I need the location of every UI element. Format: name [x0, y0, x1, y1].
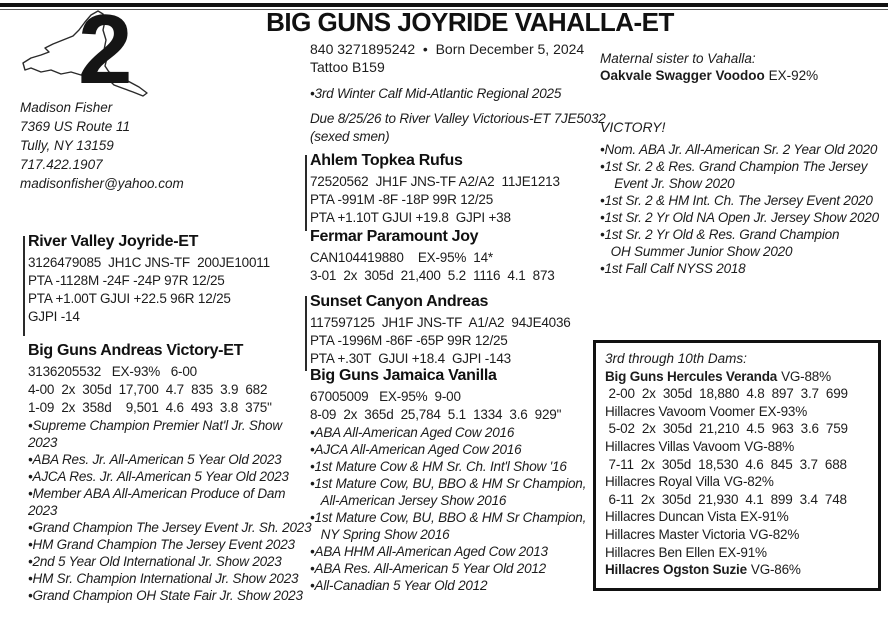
show-win-line: •3rd Winter Calf Mid-Atlantic Regional 2025 — [310, 86, 562, 101]
maternal-granddam-achievement-line: •ABA All-American Aged Cow 2016 — [310, 425, 515, 440]
dams-entry-score: EX-91% — [718, 544, 767, 560]
maternal-grandsire-entry — [310, 293, 610, 368]
victory-section — [600, 118, 885, 277]
dams-name-line — [605, 544, 869, 562]
dams-name-line — [605, 508, 869, 526]
dam-achievement-line: •Grand Champion The Jersey Event Jr. Sh. 2023 — [28, 520, 312, 535]
consignor-address2: Tully, NY 13159 — [20, 138, 114, 153]
dams-entry-score: EX-91% — [740, 509, 789, 525]
dam-achievement-line: •ABA Res. Jr. All-American 5 Year Old 2023 — [28, 452, 282, 467]
paternal-granddam-name: Fermar Paramount Joy — [310, 228, 479, 245]
paternal-grandsire-data-line: PTA -991M -8F -18P 99R 12/25 — [310, 192, 493, 207]
maternal-granddam-data-line: 67005009 EX-95% 9-00 — [310, 389, 461, 404]
maternal-granddam-achievement-line: •ABA Res. All-American 5 Year Old 2012 — [310, 561, 546, 576]
paternal-grandsire-name: Ahlem Topkea Rufus — [310, 152, 463, 169]
dams-entry-score: VG-82% — [749, 526, 800, 542]
victory-achievement-line: •1st Fall Calf NYSS 2018 — [600, 261, 746, 276]
maternal-granddam-achievement-line: •1st Mature Cow & HM Sr. Ch. Int'l Show '16 — [310, 459, 567, 474]
dam-data-line: 4-00 2x 305d 17,700 4.7 835 3.9 682 — [28, 382, 268, 397]
sire-entry — [28, 233, 313, 326]
dam-achievement-line: •AJCA Res. Jr. All-American 5 Year Old 2023 — [28, 469, 289, 484]
dams-entry-score: VG-82% — [723, 474, 774, 490]
victory-achievement-line: Event Jr. Show 2020 — [600, 176, 735, 191]
dam-achievement-line: •Supreme Champion Premier Nat'l Jr. Show 2023 — [28, 418, 286, 450]
victory-achievement-line: •1st Sr. 2 Yr Old & Res. Grand Champion — [600, 227, 840, 242]
dams-box-heading: 3rd through 10th Dams: — [605, 351, 747, 366]
dams-box-entry — [605, 526, 869, 544]
dams-entry-name: Hillacres Ogston Suzie — [605, 562, 747, 578]
dams-name-line — [605, 368, 869, 386]
dams-entry-name: Hillacres Royal Villa — [605, 474, 720, 490]
dams-entry-name: Hillacres Ben Ellen — [605, 544, 715, 560]
dams-name-line — [605, 526, 869, 544]
dams-name-line — [605, 403, 869, 421]
victory-achievement-line: •1st Sr. 2 Yr Old NA Open Jr. Jersey Show 2020 — [600, 210, 879, 225]
maternal-granddam-data-line: 8-09 2x 365d 25,784 5.1 1334 3.6 929" — [310, 407, 562, 422]
victory-achievement-line: •Nom. ABA Jr. All-American Sr. 2 Year Old 2020 — [600, 142, 878, 157]
dams-entry-score: VG-88% — [744, 438, 795, 454]
maternal-grandsire-data-line: 117597125 JH1F JNS-TF A1/A2 94JE4036 — [310, 315, 571, 330]
consignor-address1: 7369 US Route 11 — [20, 119, 131, 134]
dam-name: Big Guns Andreas Victory-ET — [28, 342, 244, 359]
dam-achievement-line: •Member ABA All-American Produce of Dam 2023 — [28, 486, 289, 518]
sire-data-line: PTA +1.00T GJUI +22.5 96R 12/25 — [28, 291, 231, 306]
maternal-sister-score: EX-92% — [768, 68, 819, 83]
sire-name: River Valley Joyride-ET — [28, 233, 199, 250]
dams-entry-record: 7-11 2x 305d 18,530 4.6 845 3.7 688 — [605, 456, 847, 472]
dams-entry-name: Big Guns Hercules Veranda — [605, 368, 778, 384]
maternal-granddam-achievement-line: •1st Mature Cow, BU, BBO & HM Sr Champion, — [310, 476, 587, 491]
lot-number: 2 — [78, 0, 131, 104]
maternal-sister-label: Maternal sister to Vahalla: — [600, 51, 756, 66]
dam-achievement-line: •HM Grand Champion The Jersey Event 2023 — [28, 537, 295, 552]
dams-entry-record: 2-00 2x 305d 18,880 4.8 897 3.7 699 — [605, 386, 848, 402]
maternal-granddam-achievement-line: NY Spring Show 2016 — [310, 527, 450, 542]
consignor-name: Madison Fisher — [20, 100, 113, 115]
dams-entry-record: 6-11 2x 305d 21,930 4.1 899 3.4 748 — [605, 491, 847, 507]
maternal-granddam-name: Big Guns Jamaica Vanilla — [310, 367, 497, 384]
dams-entry-name: Hillacres Villas Vavoom — [605, 438, 741, 454]
dams-entry-score: EX-93% — [758, 403, 808, 419]
sire-data-line: PTA -1128M -24F -24P 97R 12/25 — [28, 273, 225, 288]
paternal-grandsire-entry — [310, 152, 610, 227]
victory-achievement-line: OH Summer Junior Show 2020 — [600, 244, 793, 259]
paternal-granddam-data-line: CAN104419880 EX-95% 14* — [310, 250, 493, 265]
dams-name-line — [605, 561, 869, 579]
maternal-granddam-achievement-line: •1st Mature Cow, BU, BBO & HM Sr Champion, — [310, 510, 587, 525]
dams-box-entry — [605, 473, 869, 508]
dams-box-entry — [605, 438, 869, 473]
dams-entry-score: VG-88% — [781, 368, 831, 384]
animal-info — [310, 40, 610, 146]
dams-entry-name: Hillacres Master Victoria — [605, 526, 746, 542]
dams-name-line — [605, 473, 869, 491]
dam-data-line: 3136205532 EX-93% 6-00 — [28, 364, 197, 379]
dams-entry-score: VG-86% — [750, 562, 801, 578]
maternal-sister-line — [600, 67, 880, 84]
dams-entry-name: Hillacres Duncan Vista — [605, 509, 737, 525]
victory-achievement-line: •1st Sr. 2 & Res. Grand Champion The Jersey — [600, 159, 868, 174]
maternal-sister-name: Oakvale Swagger Voodoo — [600, 68, 765, 83]
dams-box-entry — [605, 544, 869, 562]
sire-data-line: GJPI -14 — [28, 309, 80, 324]
paternal-grandsire-data-line: 72520562 JH1F JNS-TF A2/A2 11JE1213 — [310, 174, 560, 189]
lot-badge — [20, 0, 152, 104]
dams-box-entry — [605, 508, 869, 526]
paternal-granddam-data-line: 3-01 2x 305d 21,400 5.2 1116 4.1 873 — [310, 268, 555, 283]
consignor-block — [20, 98, 250, 193]
maternal-granddam-achievement-line: All-American Jersey Show 2016 — [310, 493, 507, 508]
tattoo-line: Tattoo B159 — [310, 59, 385, 75]
maternal-granddam-achievement-line: •All-Canadian 5 Year Old 2012 — [310, 578, 488, 593]
dam-achievement-line: •HM Sr. Champion International Jr. Show 2023 — [28, 571, 299, 586]
dams-box-entry — [605, 561, 869, 579]
dams-name-line — [605, 438, 869, 456]
maternal-grandsire-data-line: PTA -1996M -86F -65P 99R 12/25 — [310, 333, 508, 348]
semen-note: (sexed smen) — [310, 129, 390, 144]
maternal-grandsire-name: Sunset Canyon Andreas — [310, 293, 489, 310]
due-date-line: Due 8/25/26 to River Valley Victorious-ET 7JE5032 — [310, 111, 606, 126]
dam-entry — [28, 342, 313, 604]
consignor-email: madisonfisher@yahoo.com — [20, 176, 184, 191]
dam-achievement-line: •Grand Champion OH State Fair Jr. Show 2023 — [28, 588, 303, 603]
page-title: BIG GUNS JOYRIDE VAHALLA-ET — [266, 7, 674, 37]
dams-box — [593, 340, 881, 591]
paternal-granddam-entry — [310, 228, 610, 285]
victory-achievement-line: •1st Sr. 2 & HM Int. Ch. The Jersey Event 2020 — [600, 193, 873, 208]
maternal-granddam-achievement-line: •AJCA All-American Aged Cow 2016 — [310, 442, 522, 457]
dams-entry-name: Hillacres Vavoom Voomer — [605, 403, 755, 419]
pedigree-bracket-sire — [23, 236, 25, 336]
paternal-grandsire-data-line: PTA +1.10T GJUI +19.8 GJPI +38 — [310, 210, 511, 225]
dams-entry-record: 5-02 2x 305d 21,210 4.5 963 3.6 759 — [605, 421, 848, 437]
victory-heading: VICTORY! — [600, 119, 666, 135]
dams-box-entry — [605, 403, 869, 438]
pedigree-bracket-paternal — [305, 155, 307, 231]
registration-line: 840 3271895242 • Born December 5, 2024 — [310, 41, 585, 57]
sire-data-line: 3126479085 JH1C JNS-TF 200JE10011 — [28, 255, 270, 270]
maternal-sister-block — [600, 50, 880, 84]
dams-box-entry — [605, 368, 869, 403]
consignor-phone: 717.422.1907 — [20, 157, 103, 172]
maternal-grandsire-data-line: PTA +.30T GJUI +18.4 GJPI -143 — [310, 351, 511, 366]
maternal-granddam-achievement-line: •ABA HHM All-American Aged Cow 2013 — [310, 544, 548, 559]
dam-achievement-line: •2nd 5 Year Old International Jr. Show 2023 — [28, 554, 282, 569]
dam-data-line: 1-09 2x 358d 9,501 4.6 493 3.8 375" — [28, 400, 272, 415]
maternal-granddam-entry — [310, 367, 610, 594]
